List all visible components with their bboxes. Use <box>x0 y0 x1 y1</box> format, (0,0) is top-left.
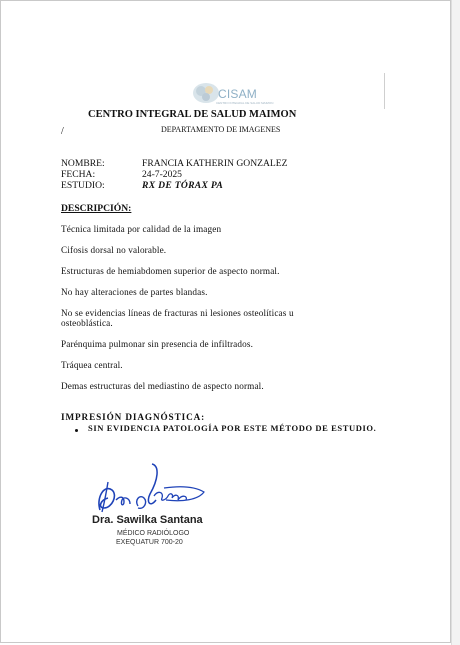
description-line: No se evidencias líneas de fracturas ni lesiones osteolíticas u <box>61 308 294 318</box>
study-value: RX DE TÓRAX PA <box>142 180 224 191</box>
doctor-name: Dra. Sawilka Santana <box>92 514 203 526</box>
description-line: Cifosis dorsal no valorable. <box>61 245 167 255</box>
study-label: ESTUDIO: <box>61 180 105 191</box>
exequatur-number: EXEQUATUR 700-20 <box>116 539 183 546</box>
date-value: 24-7-2025 <box>142 169 182 180</box>
institution-title: CENTRO INTEGRAL DE SALUD MAIMON <box>88 109 297 120</box>
logo-text: CISAM <box>218 87 258 101</box>
logo-subtext: CENTRO INTEGRAL DE SALUD MAIMON <box>216 101 274 105</box>
description-line: No hay alteraciones de partes blandas. <box>61 287 208 297</box>
handwritten-signature <box>94 460 210 516</box>
description-line: Parénquima pulmonar sin presencia de infiltrados. <box>61 339 254 349</box>
description-line: Demas estructuras del mediastino de aspecto normal. <box>61 381 264 391</box>
doctor-title: MÉDICO RADIÓLOGO <box>117 530 190 537</box>
description-line: Tráquea central. <box>61 360 123 370</box>
description-line: Estructuras de hemiabdomen superior de aspecto normal. <box>61 266 280 276</box>
description-line: Técnica limitada por calidad de la imagen <box>61 224 222 234</box>
impression-heading: IMPRESIÓN DIAGNÓSTICA: <box>61 412 206 422</box>
description-heading: DESCRIPCIÓN: <box>61 203 132 214</box>
name-label: NOMBRE: <box>61 158 105 169</box>
name-value: FRANCIA KATHERIN GONZALEZ <box>142 158 288 169</box>
scroll-gutter[interactable] <box>451 0 460 645</box>
description-line: osteoblástica. <box>61 318 113 328</box>
date-label: FECHA: <box>61 169 96 180</box>
header-divider <box>384 73 385 109</box>
impression-item: SIN EVIDENCIA PATOLOGÍA POR ESTE MÉTODO DE ESTUDIO. <box>88 423 377 433</box>
text-cursor: / <box>61 126 64 137</box>
bullet-icon <box>75 429 78 432</box>
department-name: DEPARTAMENTO DE IMAGENES <box>161 125 281 134</box>
